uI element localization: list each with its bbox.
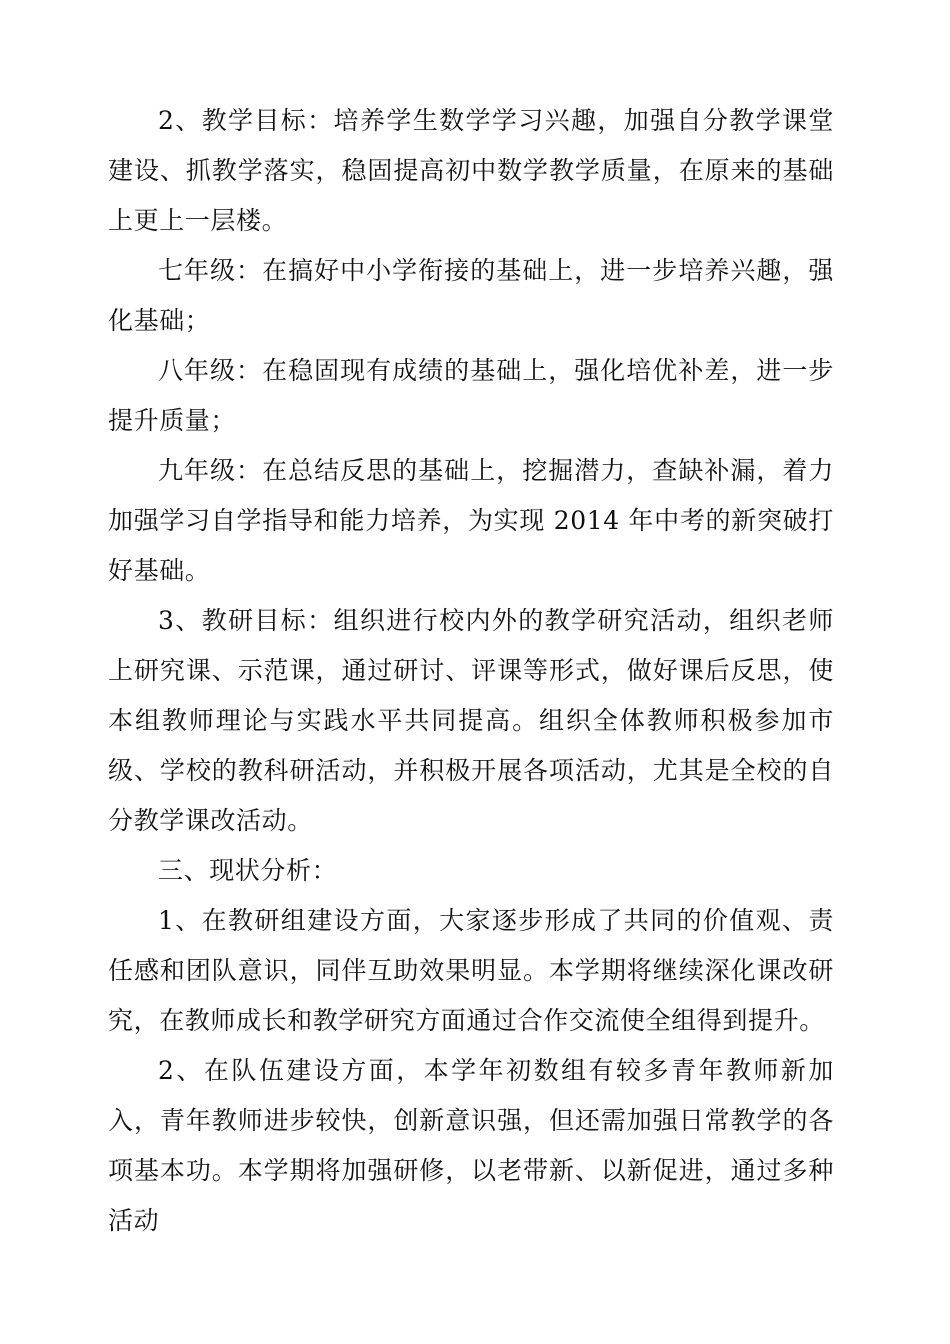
paragraph-research-goal: 3、教研目标：组织进行校内外的教学研究活动，组织老师上研究课、示范课，通过研讨、评课等形式，做好课后反思，使本组教师理论与实践水平共同提高。组织全体教师积极参加市级、学校的教科研活动，并积极开展各项活动，尤其是全校的自分教学课改活动。 [108, 606, 834, 835]
paragraph-group-building: 1、在教研组建设方面，大家逐步形成了共同的价值观、责任感和团队意识，同伴互助效果明显。本学期将继续深化课改研究，在教师成长和教学研究方面通过合作交流使全组得到提升。 [108, 906, 834, 1035]
paragraph-grade-eight: 八年级：在稳固现有成绩的基础上，强化培优补差，进一步提升质量； [108, 356, 834, 435]
paragraph-teaching-goal: 2、教学目标：培养学生数学学习兴趣，加强自分教学课堂建设、抓教学落实，稳固提高初中数学教学质量，在原来的基础上更上一层楼。 [108, 106, 834, 235]
paragraph-grade-seven: 七年级：在搞好中小学衔接的基础上，进一步培养兴趣，强化基础； [108, 256, 834, 335]
paragraph-team-building: 2、在队伍建设方面，本学年初数组有较多青年教师新加入，青年教师进步较快，创新意识强，但还需加强日常教学的各项基本功。本学期将加强研修，以老带新、以新促进，通过多种活动 [108, 1056, 834, 1235]
paragraph-grade-nine: 九年级：在总结反思的基础上，挖掘潜力，查缺补漏，着力加强学习自学指导和能力培养，为实现 2014 年中考的新突破打好基础。 [108, 456, 834, 585]
section-heading-status-analysis: 三、现状分析： [158, 856, 338, 885]
document-page [108, 96, 834, 1246]
